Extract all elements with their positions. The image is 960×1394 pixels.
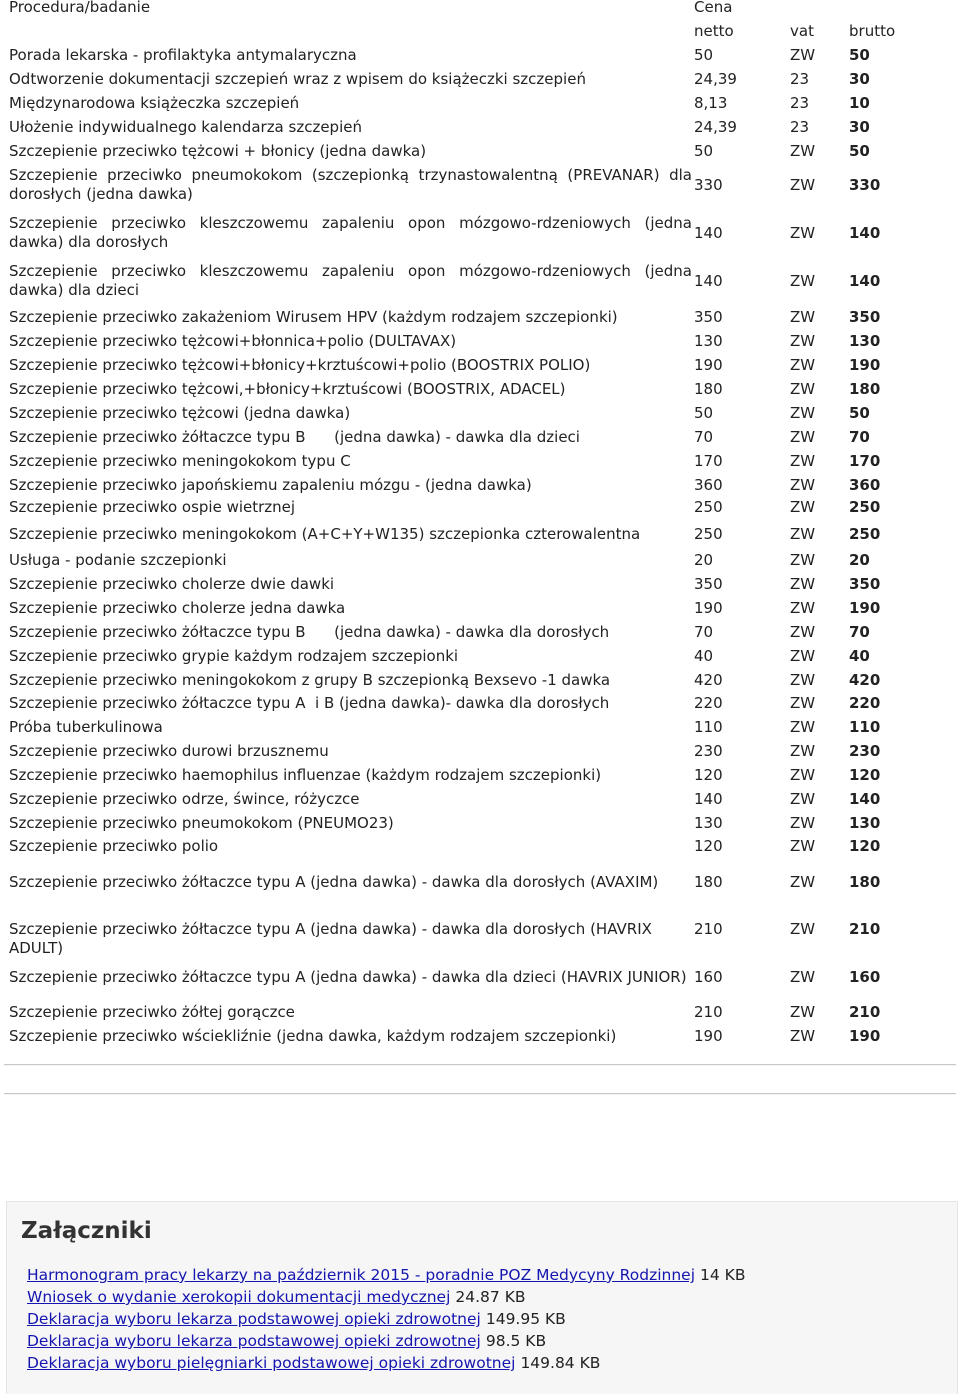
brutto-cell: 220: [849, 694, 881, 712]
attachment-size: 98.5 KB: [485, 1332, 547, 1350]
vat-cell: ZW: [790, 837, 816, 855]
netto-cell: 420: [694, 671, 723, 689]
brutto-cell: 140: [849, 224, 881, 242]
procedure-cell: Szczepienie przeciwko pneumokokom (PNEUMO23): [9, 814, 394, 832]
netto-cell: 20: [694, 551, 714, 569]
attachment-size: 149.84 KB: [520, 1354, 601, 1372]
netto-cell: 230: [694, 742, 723, 760]
procedure-cell: Porada lekarska - profilaktyka antymalaryczna: [9, 46, 357, 64]
brutto-cell: 190: [849, 1027, 881, 1045]
brutto-cell: 20: [849, 551, 870, 569]
vat-cell: ZW: [790, 452, 816, 470]
procedure-cell: Ułożenie indywidualnego kalendarza szczepień: [9, 118, 362, 136]
netto-cell: 350: [694, 308, 723, 326]
netto-cell: 120: [694, 766, 723, 784]
brutto-cell: 190: [849, 356, 881, 374]
brutto-cell: 170: [849, 452, 881, 470]
header-price: Cena: [694, 0, 733, 16]
brutto-cell: 210: [849, 1003, 881, 1021]
procedure-cell: Odtworzenie dokumentacji szczepień wraz z wpisem do książeczki szczepień: [9, 70, 586, 88]
netto-cell: 110: [694, 718, 723, 736]
procedure-cell: Szczepienie przeciwko żółtaczce typu B (jedna dawka) - dawka dla dzieci: [9, 428, 580, 446]
header-vat: vat: [790, 22, 814, 40]
netto-cell: 190: [694, 1027, 723, 1045]
brutto-cell: 420: [849, 671, 881, 689]
vat-cell: ZW: [790, 1027, 816, 1045]
procedure-cell: Szczepienie przeciwko grypie każdym rodzajem szczepionki: [9, 647, 459, 665]
vat-cell: ZW: [790, 176, 816, 194]
brutto-cell: 180: [849, 873, 881, 891]
netto-cell: 250: [694, 498, 723, 516]
brutto-cell: 130: [849, 814, 881, 832]
header-procedure: Procedura/badanie: [9, 0, 151, 16]
vat-cell: ZW: [790, 599, 816, 617]
header-netto: netto: [694, 22, 734, 40]
vat-cell: ZW: [790, 671, 816, 689]
vat-cell: ZW: [790, 968, 816, 986]
vat-cell: ZW: [790, 380, 816, 398]
procedure-cell: Szczepienie przeciwko kleszczowemu zapaleniu opon mózgowo-rdzeniowych (jedna dawka) dla dzieci: [9, 262, 697, 299]
attachments-section: [6, 1201, 958, 1394]
procedure-cell: Szczepienie przeciwko meningokokom z grupy B szczepionką Bexsevo -1 dawka: [9, 671, 611, 689]
attachment-item: [27, 1287, 526, 1307]
netto-cell: 40: [694, 647, 714, 665]
netto-cell: 130: [694, 814, 723, 832]
procedure-cell: Szczepienie przeciwko cholerze dwie dawki: [9, 575, 335, 593]
vat-cell: ZW: [790, 332, 816, 350]
brutto-cell: 350: [849, 575, 881, 593]
vat-cell: ZW: [790, 272, 816, 290]
netto-cell: 250: [694, 525, 723, 543]
brutto-cell: 110: [849, 718, 881, 736]
attachment-link[interactable]: Harmonogram pracy lekarzy na październik 2015 - poradnie POZ Medycyny Rodzinnej: [27, 1266, 696, 1284]
netto-cell: 24,39: [694, 70, 737, 88]
procedure-cell: Próba tuberkulinowa: [9, 718, 163, 736]
procedure-cell: Szczepienie przeciwko żółtaczce typu B (jedna dawka) - dawka dla dorosłych: [9, 623, 610, 641]
netto-cell: 8,13: [694, 94, 728, 112]
procedure-cell: Szczepienie przeciwko meningokokom (A+C+Y+W135) szczepionka czterowalentna: [9, 525, 641, 543]
netto-cell: 140: [694, 790, 723, 808]
vat-cell: ZW: [790, 718, 816, 736]
netto-cell: 130: [694, 332, 723, 350]
netto-cell: 140: [694, 272, 723, 290]
brutto-cell: 210: [849, 920, 881, 938]
brutto-cell: 140: [849, 790, 881, 808]
brutto-cell: 70: [849, 428, 870, 446]
vat-cell: ZW: [790, 428, 816, 446]
vat-cell: ZW: [790, 224, 816, 242]
vat-cell: 23: [790, 94, 810, 112]
brutto-cell: 190: [849, 599, 881, 617]
attachment-link[interactable]: Deklaracja wyboru lekarza podstawowej opieki zdrowotnej: [27, 1310, 481, 1328]
attachment-item: [27, 1265, 745, 1285]
vat-cell: ZW: [790, 46, 816, 64]
procedure-cell: Szczepienie przeciwko żółtaczce typu A (jedna dawka) - dawka dla dzieci (HAVRIX JUNIOR): [9, 968, 687, 986]
netto-cell: 210: [694, 920, 723, 938]
vat-cell: ZW: [790, 551, 816, 569]
procedure-cell: Międzynarodowa książeczka szczepień: [9, 94, 300, 112]
vat-cell: ZW: [790, 920, 816, 938]
netto-cell: 160: [694, 968, 723, 986]
brutto-cell: 350: [849, 308, 881, 326]
procedure-cell: Szczepienie przeciwko żółtaczce typu A i B (jedna dawka)- dawka dla dorosłych: [9, 694, 610, 712]
vat-cell: ZW: [790, 814, 816, 832]
procedure-cell: Szczepienie przeciwko odrze, śwince, różyczce: [9, 790, 360, 808]
attachments-title: Załączniki: [21, 1218, 152, 1244]
procedure-cell: Szczepienie przeciwko japońskiemu zapaleniu mózgu - (jedna dawka): [9, 476, 532, 494]
procedure-cell: Szczepienie przeciwko meningokokom typu C: [9, 452, 351, 470]
vat-cell: 23: [790, 70, 810, 88]
procedure-cell: Szczepienie przeciwko durowi brzusznemu: [9, 742, 329, 760]
procedure-cell: Szczepienie przeciwko kleszczowemu zapaleniu opon mózgowo-rdzeniowych (jedna dawka) dla dorosłych: [9, 214, 697, 251]
procedure-cell: Szczepienie przeciwko żółtaczce typu A (jedna dawka) - dawka dla dorosłych (HAVRIX ADULT): [9, 920, 657, 957]
attachment-size: 24.87 KB: [455, 1288, 526, 1306]
vat-cell: ZW: [790, 498, 816, 516]
netto-cell: 50: [694, 46, 714, 64]
brutto-cell: 120: [849, 837, 881, 855]
header-brutto: brutto: [849, 22, 896, 40]
brutto-cell: 140: [849, 272, 881, 290]
netto-cell: 70: [694, 623, 714, 641]
procedure-cell: Szczepienie przeciwko żółtej gorączce: [9, 1003, 295, 1021]
attachment-item: [27, 1309, 566, 1329]
netto-cell: 190: [694, 356, 723, 374]
netto-cell: 50: [694, 142, 714, 160]
procedure-cell: Szczepienie przeciwko tężcowi+błonicy+krztuścowi+polio (BOOSTRIX POLIO): [9, 356, 591, 374]
attachment-size: 149.95 KB: [485, 1310, 566, 1328]
vat-cell: ZW: [790, 142, 816, 160]
netto-cell: 120: [694, 837, 723, 855]
vat-cell: ZW: [790, 575, 816, 593]
netto-cell: 140: [694, 224, 723, 242]
procedure-cell: Szczepienie przeciwko zakażeniom Wirusem HPV (każdym rodzajem szczepionki): [9, 308, 618, 326]
brutto-cell: 120: [849, 766, 881, 784]
vat-cell: ZW: [790, 623, 816, 641]
netto-cell: 210: [694, 1003, 723, 1021]
divider: [4, 1093, 956, 1095]
netto-cell: 330: [694, 176, 723, 194]
netto-cell: 70: [694, 428, 714, 446]
vat-cell: ZW: [790, 308, 816, 326]
attachment-link[interactable]: Deklaracja wyboru lekarza podstawowej opieki zdrowotnej: [27, 1332, 481, 1350]
vat-cell: ZW: [790, 790, 816, 808]
netto-cell: 180: [694, 873, 723, 891]
vat-cell: 23: [790, 118, 810, 136]
netto-cell: 170: [694, 452, 723, 470]
vat-cell: ZW: [790, 742, 816, 760]
brutto-cell: 360: [849, 476, 881, 494]
vat-cell: ZW: [790, 766, 816, 784]
netto-cell: 180: [694, 380, 723, 398]
brutto-cell: 250: [849, 498, 881, 516]
netto-cell: 360: [694, 476, 723, 494]
procedure-cell: Szczepienie przeciwko tężcowi+błonnica+polio (DULTAVAX): [9, 332, 457, 350]
vat-cell: ZW: [790, 404, 816, 422]
brutto-cell: 160: [849, 968, 881, 986]
procedure-cell: Szczepienie przeciwko ospie wietrznej: [9, 498, 296, 516]
brutto-cell: 10: [849, 94, 870, 112]
vat-cell: ZW: [790, 647, 816, 665]
brutto-cell: 330: [849, 176, 881, 194]
vat-cell: ZW: [790, 1003, 816, 1021]
vat-cell: ZW: [790, 525, 816, 543]
brutto-cell: 50: [849, 142, 870, 160]
vat-cell: ZW: [790, 476, 816, 494]
brutto-cell: 50: [849, 46, 870, 64]
brutto-cell: 40: [849, 647, 870, 665]
attachment-item: [27, 1353, 600, 1373]
procedure-cell: Szczepienie przeciwko polio: [9, 837, 219, 855]
brutto-cell: 250: [849, 525, 881, 543]
attachment-link[interactable]: Deklaracja wyboru pielęgniarki podstawowej opieki zdrowotnej: [27, 1354, 516, 1372]
brutto-cell: 130: [849, 332, 881, 350]
procedure-cell: Szczepienie przeciwko cholerze jedna dawka: [9, 599, 346, 617]
procedure-cell: Szczepienie przeciwko wściekliźnie (jedna dawka, każdym rodzajem szczepionki): [9, 1027, 617, 1045]
brutto-cell: 50: [849, 404, 870, 422]
procedure-cell: Usługa - podanie szczepionki: [9, 551, 227, 569]
brutto-cell: 30: [849, 118, 870, 136]
vat-cell: ZW: [790, 694, 816, 712]
attachment-item: [27, 1331, 546, 1351]
procedure-cell: Szczepienie przeciwko żółtaczce typu A (jedna dawka) - dawka dla dorosłych (AVAXIM): [9, 873, 659, 891]
procedure-cell: Szczepienie przeciwko tężcowi + błonicy (jedna dawka): [9, 142, 427, 160]
brutto-cell: 230: [849, 742, 881, 760]
procedure-cell: Szczepienie przeciwko pneumokokom (szczepionką trzynastowalentną (PREVANAR) dla dorosłych (jedna dawka): [9, 166, 697, 203]
netto-cell: 190: [694, 599, 723, 617]
netto-cell: 220: [694, 694, 723, 712]
vat-cell: ZW: [790, 356, 816, 374]
brutto-cell: 180: [849, 380, 881, 398]
procedure-cell: Szczepienie przeciwko tężcowi,+błonicy+krztuścowi (BOOSTRIX, ADACEL): [9, 380, 566, 398]
divider: [4, 1064, 956, 1066]
attachment-size: 14 KB: [700, 1266, 746, 1284]
netto-cell: 24,39: [694, 118, 737, 136]
netto-cell: 50: [694, 404, 714, 422]
netto-cell: 350: [694, 575, 723, 593]
attachment-link[interactable]: Wniosek o wydanie xerokopii dokumentacji medycznej: [27, 1288, 451, 1306]
brutto-cell: 70: [849, 623, 870, 641]
vat-cell: ZW: [790, 873, 816, 891]
procedure-cell: Szczepienie przeciwko tężcowi (jedna dawka): [9, 404, 351, 422]
procedure-cell: Szczepienie przeciwko haemophilus influenzae (każdym rodzajem szczepionki): [9, 766, 602, 784]
brutto-cell: 30: [849, 70, 870, 88]
